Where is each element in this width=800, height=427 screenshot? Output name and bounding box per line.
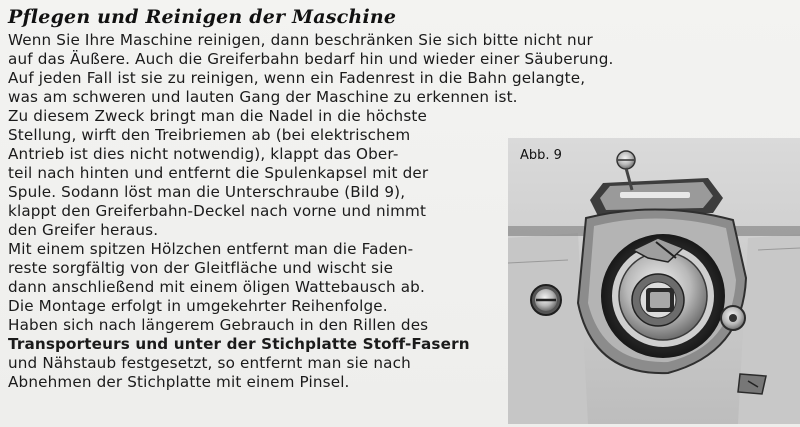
text-line: Transporteurs und unter der Stichplatte Stoff-Fasern	[8, 335, 470, 353]
text-line: Abnehmen der Stichplatte mit einem Pinsel.	[8, 373, 350, 391]
text-line: dann anschließend mit einem öligen Wattebausch ab.	[8, 278, 425, 296]
text-line: Zu diesem Zweck bringt man die Nadel in die höchste	[8, 107, 427, 125]
text-line: klappt den Greiferbahn-Deckel nach vorne und nimmt	[8, 202, 427, 220]
text-line: Antrieb ist dies nicht notwendig), klappt das Ober-	[8, 145, 399, 163]
text-line: Mit einem spitzen Hölzchen entfernt man die Faden-	[8, 240, 414, 258]
text-line: den Greifer heraus.	[8, 221, 159, 239]
shuttle-race-illustration	[508, 138, 800, 424]
text-line: Auf jeden Fall ist sie zu reinigen, wenn ein Fadenrest in die Bahn gelangte,	[8, 69, 586, 87]
text-line: Haben sich nach längerem Gebrauch in den Rillen des	[8, 316, 429, 334]
text-line: reste sorgfältig von der Gleitfläche und wischt sie	[8, 259, 394, 277]
figure-sewing-machine-photo	[508, 138, 800, 424]
text-line: was am schweren und lauten Gang der Maschine zu erkennen ist.	[8, 88, 518, 106]
section-title: Pflegen und Reinigen der Maschine	[8, 6, 397, 28]
figure-label: Abb. 9	[520, 148, 562, 163]
text-line: teil nach hinten und entfernt die Spulenkapsel mit der	[8, 164, 429, 182]
text-line: Stellung, wirft den Treibriemen ab (bei elektrischem	[8, 126, 411, 144]
text-line: und Nähstaub festgesetzt, so entfernt man sie nach	[8, 354, 411, 372]
text-line: Die Montage erfolgt in umgekehrter Reihenfolge.	[8, 297, 388, 315]
text-line: Wenn Sie Ihre Maschine reinigen, dann beschränken Sie sich bitte nicht nur	[8, 31, 593, 49]
text-line: auf das Äußere. Auch die Greiferbahn bedarf hin und wieder einer Säuberung.	[8, 50, 614, 68]
text-line: Spule. Sodann löst man die Unterschraube (Bild 9),	[8, 183, 406, 201]
